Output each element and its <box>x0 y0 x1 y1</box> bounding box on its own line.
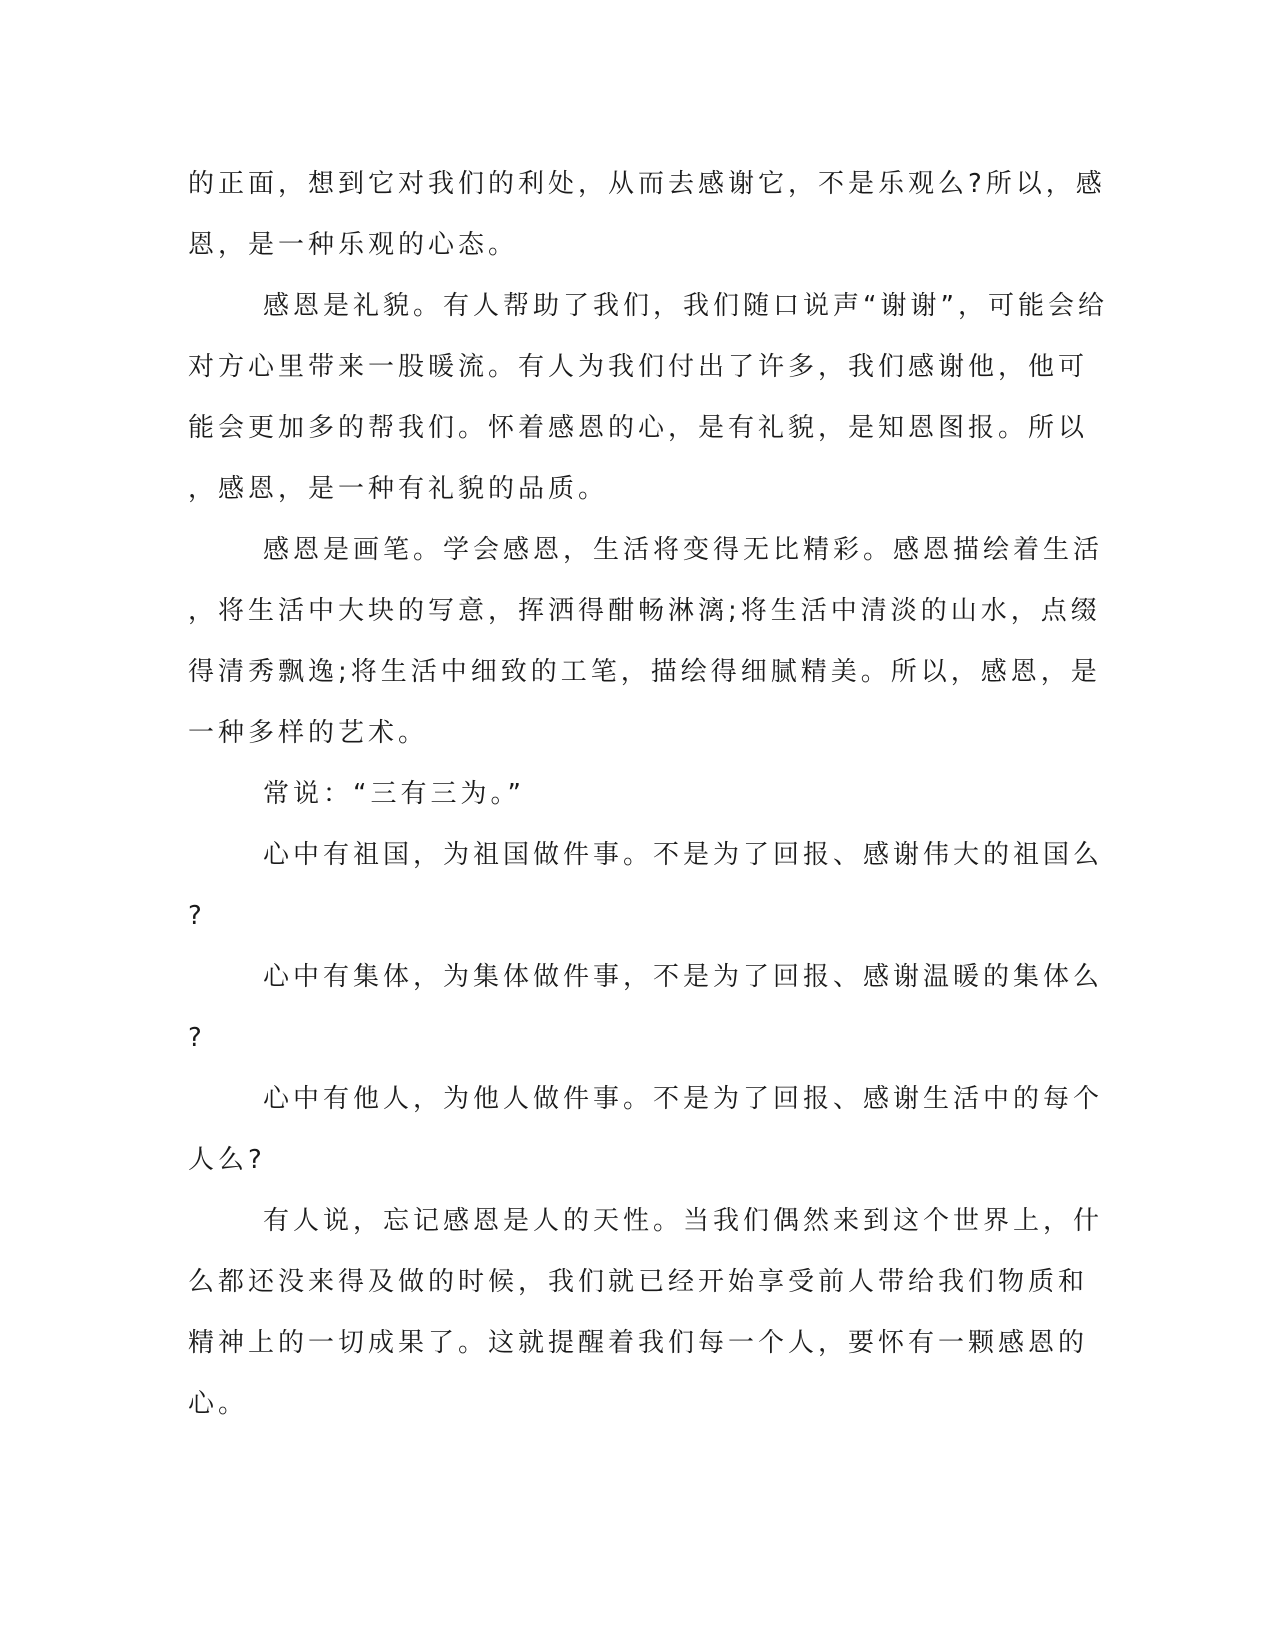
text-line: ，感恩，是一种有礼貌的品质。 <box>188 474 609 504</box>
text-line: 感恩是礼貌。有人帮助了我们，我们随口说声“谢谢”，可能会给 <box>263 291 1108 321</box>
text-line: 得清秀飘逸;将生活中细致的工笔，描绘得细腻精美。所以，感恩，是 <box>188 657 1101 687</box>
text-line: 心。 <box>188 1389 249 1419</box>
text-line: 心中有他人，为他人做件事。不是为了回报、感谢生活中的每个 <box>263 1084 1104 1114</box>
text-line: 么都还没来得及做的时候，我们就已经开始享受前人带给我们物质和 <box>188 1267 1089 1297</box>
text-line: 有人说，忘记感恩是人的天性。当我们偶然来到这个世界上，什 <box>263 1206 1104 1236</box>
text-line: ，将生活中大块的写意，挥洒得酣畅淋漓;将生活中清淡的山水，点缀 <box>188 596 1101 626</box>
text-line: 对方心里带来一股暖流。有人为我们付出了许多，我们感谢他，他可 <box>188 352 1089 382</box>
text-line: ? <box>188 1023 206 1053</box>
text-line: 心中有祖国，为祖国做件事。不是为了回报、感谢伟大的祖国么 <box>263 840 1104 870</box>
text-line: 一种多样的艺术。 <box>188 718 429 748</box>
text-line: 人么? <box>188 1145 266 1175</box>
text-line: 精神上的一切成果了。这就提醒着我们每一个人，要怀有一颗感恩的 <box>188 1328 1089 1358</box>
text-line: 能会更加多的帮我们。怀着感恩的心，是有礼貌，是知恩图报。所以 <box>188 413 1089 443</box>
text-line: ? <box>188 901 206 931</box>
text-line: 感恩是画笔。学会感恩，生活将变得无比精彩。感恩描绘着生活 <box>263 535 1104 565</box>
document-body <box>188 154 1108 1435</box>
text-line: 心中有集体，为集体做件事，不是为了回报、感谢温暖的集体么 <box>263 962 1104 992</box>
text-line: 的正面，想到它对我们的利处，从而去感谢它，不是乐观么?所以，感 <box>188 169 1106 199</box>
text-line: 恩，是一种乐观的心态。 <box>188 230 519 260</box>
text-line: 常说：“三有三为。” <box>263 779 525 809</box>
